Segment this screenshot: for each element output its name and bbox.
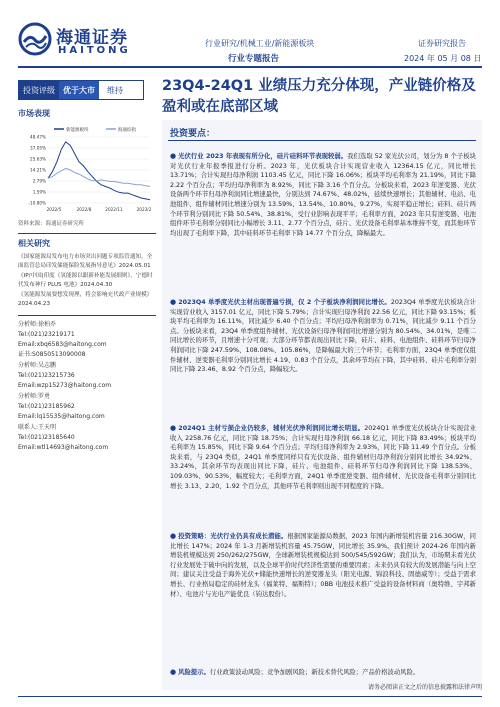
key-point-text: 行业政策波动风险；竞争加剧风险；新技术替代风险；产品价格波动风险。: [209, 669, 420, 676]
y-tick-label: 37.05%: [30, 145, 46, 151]
sidebar-divider-2: [18, 315, 156, 316]
bullet-icon: ●: [170, 152, 177, 160]
bullet-icon: ●: [170, 424, 177, 432]
contact-line: Email:xbq6583@haitong.com: [18, 341, 107, 349]
report-type: 行业专题报告: [228, 54, 280, 64]
key-point-heading: 光伏行业 2023 年表现有所分化，硅片硅料环节表现较弱。: [178, 153, 348, 160]
related-item[interactable]: 《氢能源发展要想发现理，将会影响充代政产业规模》2024.04.23: [18, 292, 153, 307]
sidebar: [18, 108, 156, 453]
logo-english: HAITONG: [58, 45, 131, 56]
key-points-divider: [168, 140, 476, 141]
market-chart: [18, 123, 156, 215]
series-line: [48, 168, 150, 186]
y-tick-label: 48.47%: [30, 134, 46, 140]
key-point-heading: 2024Q1 主材亏损企业仍较多，辅材光伏净利润同比增长明显。: [178, 425, 365, 432]
key-points-title: 投资要点：: [170, 129, 216, 139]
rating-value: 优于大市: [59, 81, 99, 99]
key-point-text: 2024Q1 单季度光伏板块合计实现营业收入 2258.76 亿元，同比下降 18.75%；合计实现归母净利润 66.18 亿元，同比下降 83.49%；板块平均毛利率为 15.85%，同比下降 9.64 个百分点；平均归母净利率为 2.93%，同比下降 11.49 个百分点。分板块来看，与 23Q4 类似，24Q1 单季度同样只有光伏设备、组件辅材归母净利润分别同比增长 34.92%、33.24%，其余环节均表现出同比下降，硅片、电池组件、硅料环节归母净利润同比下降 138.53%、109.03%、90.53%，幅度较大；毛利率方面，24Q1 单季度逆变器、组件辅材、光伏设备毛利率分别同比增长 3.13、2.20、1.92 个百分点，其他环节毛利率则出现不同程度的下降。: [170, 425, 476, 490]
footer-disclaimer: 请务必阅读正文之后的信息披露和法律声明: [367, 684, 482, 691]
y-tick-label: 14.21%: [30, 167, 46, 173]
company-logo: [18, 22, 163, 58]
contact-line: 分析师:罗勇: [18, 392, 51, 400]
contact-line: 分析师:吴志鹏: [18, 361, 57, 369]
chart-source: 资料来源：海通证券研究所: [18, 221, 85, 227]
y-tick-label: 25.63%: [30, 156, 46, 162]
key-point-paragraph: [170, 424, 476, 491]
bullet-icon: ●: [170, 668, 177, 676]
y-tick-label: 2.79%: [32, 178, 46, 184]
header-divider: [18, 66, 482, 68]
haitong-logo-icon: [18, 22, 52, 56]
legend-label: 新能源板块: [66, 128, 89, 133]
x-tick-label: 2022/8: [76, 207, 92, 212]
legend-label: 海通综指: [118, 128, 136, 133]
contact-line: Tel:(021)23215736: [18, 372, 75, 380]
y-tick-label: 1.59%: [32, 189, 46, 195]
contact-line: 联系人:王天明: [18, 423, 57, 431]
x-tick-label: 2022/5: [46, 207, 62, 212]
bullet-icon: ●: [170, 298, 177, 306]
contact-line: Email:wtl14693@haitong.com: [18, 444, 109, 452]
related-list: [18, 253, 156, 309]
key-point-text: 我们选取 52 家光伏公司，划分为 8 个子板块对光伏行业年报季报进行分析。2023 年，光伏板块合计实现营业收入 12364.15 亿元，同比增长 13.71%；合计实现归母净利润 1103.45 亿元，同比下降 16.06%；板块平均毛利率为 21.19%，同比下降 2.22 个百分点；平均归母净利率为 8.92%，同比下降 3.16 个百分点。分板块来看，2023 年逆变器、光伏设备两个环节归母净利润同比增速最快，分别达到 74.67%、48.02%，延续快速增长；其他辅材、电站、电池组件、组件辅材同比增速分别为 13.59%、13.54%、10.80%、9.27%，实现平稳正增长；硅料、硅片两个环节利分别同比下降 50.54%、38.81%，受行业影响表现平平；毛利率方面，2023 年只有逆变器、电池组件环节毛利率分别同比小幅增长 3.11、2.77 个百分点，硅片、光伏设备毛利率基本维持不变，而其他环节均出现了毛利率下降，其中硅料环节毛利率下降 14.77 个百分点，降幅最大。: [170, 153, 477, 237]
key-point-text: 根据国家能源局数据，2023 年国内新增装机容量 216.30GW，同比增长 147%；2024 年 1-3 月新增装机容量 45.75GW，同比增长 35.9%。我们预计 2024-26 年国内新增装机规模达到 250/262/275GW，全球新增装机规模达到 500/545/592GW；我们认为，市场期未看光伏行业发展处于破中向的发展，以及全球平价时代经济性需要的重要因素；未来仍具有较大的发展潜能与向上空间；建议关注受益于海外光伏+储能快速增长的逆变器龙头（阳光电源、锦浪科技、固德威等）；受益于需求增长、行业格局稳定的硅材龙头（福莱特、福斯特）；0BB 电池技术推广受益的设备材料商（奥特维、宇邦新材）、电池片与光电产能优良（钧达股份）。: [170, 533, 476, 598]
key-point-text: 2023Q4 单季度光伏板块合计实现营业收入 3157.01 亿元，同比下降 5.79%；合计实现归母净利润 22.56 亿元，同比下降 93.15%；板块平均毛利率为 16.11%，同比减少 6.40 个百分点；平均归母净利润率为 0.71%，同比减少 9.11 个百分点。分板块来看，23Q4 单季度组件辅材、光伏设备归母净利润同比增速分别为 80.54%、34.01%，是唯二同比增长的环节，且增速十分可观；大部分环节都表现出同比下降，硅片、硅料、电池组件、硅料环节归母净利润同比下降 247.59%、108.08%、105.86%，是降幅最大的三个环节；毛利率方面，23Q4 单季度仅组件辅材、逆变器毛利率分别同比增长 4.19、0.83 个百分点，其余环节均在下降，其中硅料、硅片毛利率分别同比下降 23.46、8.92 个百分点，降幅较大。: [170, 299, 476, 374]
y-tick-label: -10.80%: [28, 200, 46, 206]
x-tick-label: 2022/11: [105, 207, 123, 212]
bullet-icon: ●: [170, 532, 177, 540]
logo-chinese: 海通证券: [56, 28, 128, 48]
sidebar-divider: [18, 233, 156, 234]
key-point-heading: 投资策略：光伏行业仍具有成长潜能。: [178, 533, 288, 540]
key-point-paragraph: [170, 668, 476, 678]
report-category: 证券研究报告: [418, 39, 466, 48]
industry-label: 行业研究/机械工业/新能源板块: [205, 39, 315, 48]
contact-line: Tel:(021)23219171: [18, 330, 75, 338]
key-point-heading: 2023Q4 单季度光伏主材出现普遍亏损，仅 2 个子板块净利润同比增长。: [178, 299, 391, 306]
key-point-paragraph: [170, 298, 476, 375]
market-chart-svg: [18, 123, 156, 215]
analyst-contacts: [18, 320, 156, 454]
key-point-paragraph: [170, 532, 476, 599]
contact-line: Email:lq15535@haitong.com: [18, 413, 105, 421]
footer-divider: [18, 696, 482, 697]
contact-line: Email:wzp15273@haitong.com: [18, 382, 112, 390]
report-header: [0, 0, 500, 66]
report-title: 23Q4-24Q1 业绩压力充分体现，产业链价格及盈利或在底部区域: [162, 78, 476, 115]
key-points-panel: [162, 120, 482, 690]
related-item[interactable]: 《国家能源局发布电力市场突出问题专项监管通知，全面监管总局印发储能保险发展指导意见》2024.05.01: [18, 254, 153, 269]
investment-rating: [18, 80, 144, 100]
key-point-heading: 风险提示。: [178, 669, 210, 676]
report-date: 2024 年 05 月 08 日: [404, 54, 482, 63]
contact-line: 证书:S0850513090008: [18, 351, 86, 359]
rating-status: 维持: [107, 85, 123, 95]
related-section-title: 相关研究: [18, 239, 50, 248]
contact-line: Tel:(021)23185640: [18, 433, 75, 441]
related-item[interactable]: 《IP/中国|印度《氢能源以跟新补能发展细则》，宁德时代发布神行 PLUS 电池》2024.04.30: [18, 273, 153, 288]
key-point-paragraph: [170, 152, 476, 238]
contact-line: Tel:(021)23185962: [18, 402, 75, 410]
market-section-title: 市场表现: [18, 109, 50, 118]
series-line: [48, 142, 150, 200]
contact-line: 分析师:徐柏乔: [18, 320, 57, 328]
rating-label: 投资评级: [19, 81, 59, 99]
x-tick-label: 2023/2: [136, 207, 152, 212]
